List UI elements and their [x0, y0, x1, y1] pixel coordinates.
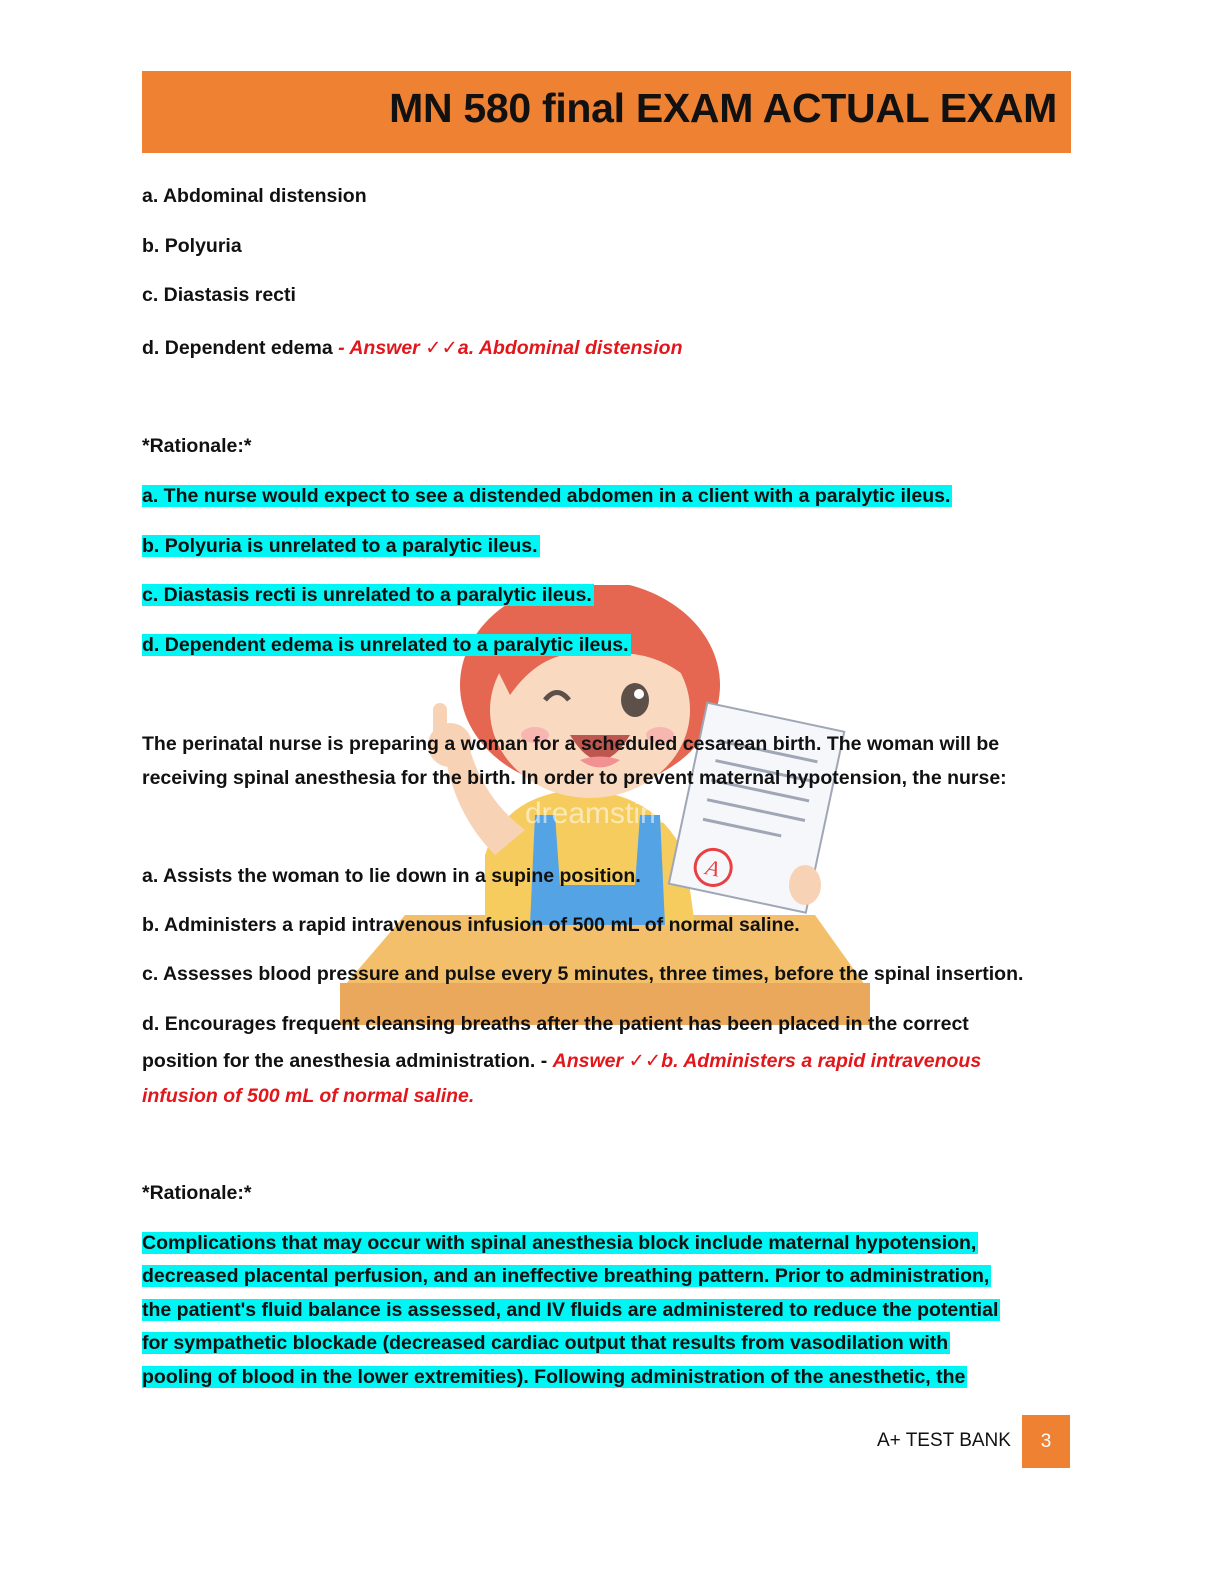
q1-rationale-heading: *Rationale:*: [142, 435, 252, 457]
footer-label: A+ TEST BANK: [877, 1430, 1011, 1451]
watermark: dreamstime: [525, 797, 682, 830]
q2-stem-line-2: receiving spinal anesthesia for the birth. In order to prevent maternal hypotension, the nurse:: [142, 767, 1007, 789]
q2-rationale-heading: *Rationale:*: [142, 1182, 252, 1204]
q2-rationale-line-1: Complications that may occur with spinal anesthesia block include maternal hypotension,: [142, 1232, 977, 1254]
q1-rationale-a: a. The nurse would expect to see a distended abdomen in a client with a paralytic ileus.: [142, 485, 951, 507]
q1-option-a: a. Abdominal distension: [142, 185, 367, 207]
q1-rationale-d: d. Dependent edema is unrelated to a paralytic ileus.: [142, 634, 629, 656]
q2-rationale-line-2: decreased placental perfusion, and an ineffective breathing pattern. Prior to administration,: [142, 1265, 990, 1287]
q2-answer-cont: infusion of 500 mL of normal saline.: [142, 1085, 475, 1107]
q2-option-a: a. Assists the woman to lie down in a supine position.: [142, 865, 641, 887]
q2-option-c: c. Assesses blood pressure and pulse every 5 minutes, three times, before the spinal insertion.: [142, 963, 1024, 985]
q2-option-d-cont: position for the anesthesia administration. - Answer ✓✓b. Administers a rapid intravenous: [142, 1050, 982, 1072]
q2-stem-line-1: The perinatal nurse is preparing a woman for a scheduled cesarean birth. The woman will be: [142, 733, 1000, 755]
q1-option-d: d. Dependent edema - Answer ✓✓a. Abdominal distension: [142, 337, 683, 359]
q1-option-c: c. Diastasis recti: [142, 284, 296, 306]
q1-answer: Answer ✓✓a. Abdominal distension: [349, 337, 683, 359]
q1-rationale-b: b. Polyuria is unrelated to a paralytic ileus.: [142, 535, 538, 557]
q2-option-b: b. Administers a rapid intravenous infusion of 500 mL of normal saline.: [142, 914, 800, 936]
q1-option-b: b. Polyuria: [142, 235, 242, 257]
q2-rationale-line-5: pooling of blood in the lower extremities). Following administration of the anesthetic, the: [142, 1366, 966, 1388]
page-number: 3: [1022, 1415, 1070, 1468]
q1-rationale-c: c. Diastasis recti is unrelated to a paralytic ileus.: [142, 584, 592, 606]
grade-mark: A: [703, 854, 722, 882]
q2-option-d: d. Encourages frequent cleansing breaths after the patient has been placed in the correct: [142, 1013, 969, 1035]
document-title: MN 580 final EXAM ACTUAL EXAM: [389, 85, 1057, 131]
q2-rationale-line-3: the patient's fluid balance is assessed, and IV fluids are administered to reduce the potential: [142, 1299, 999, 1321]
q2-answer: Answer ✓✓b. Administers a rapid intravenous: [552, 1050, 982, 1072]
q2-rationale-line-4: for sympathetic blockade (decreased cardiac output that results from vasodilation with: [142, 1332, 949, 1354]
